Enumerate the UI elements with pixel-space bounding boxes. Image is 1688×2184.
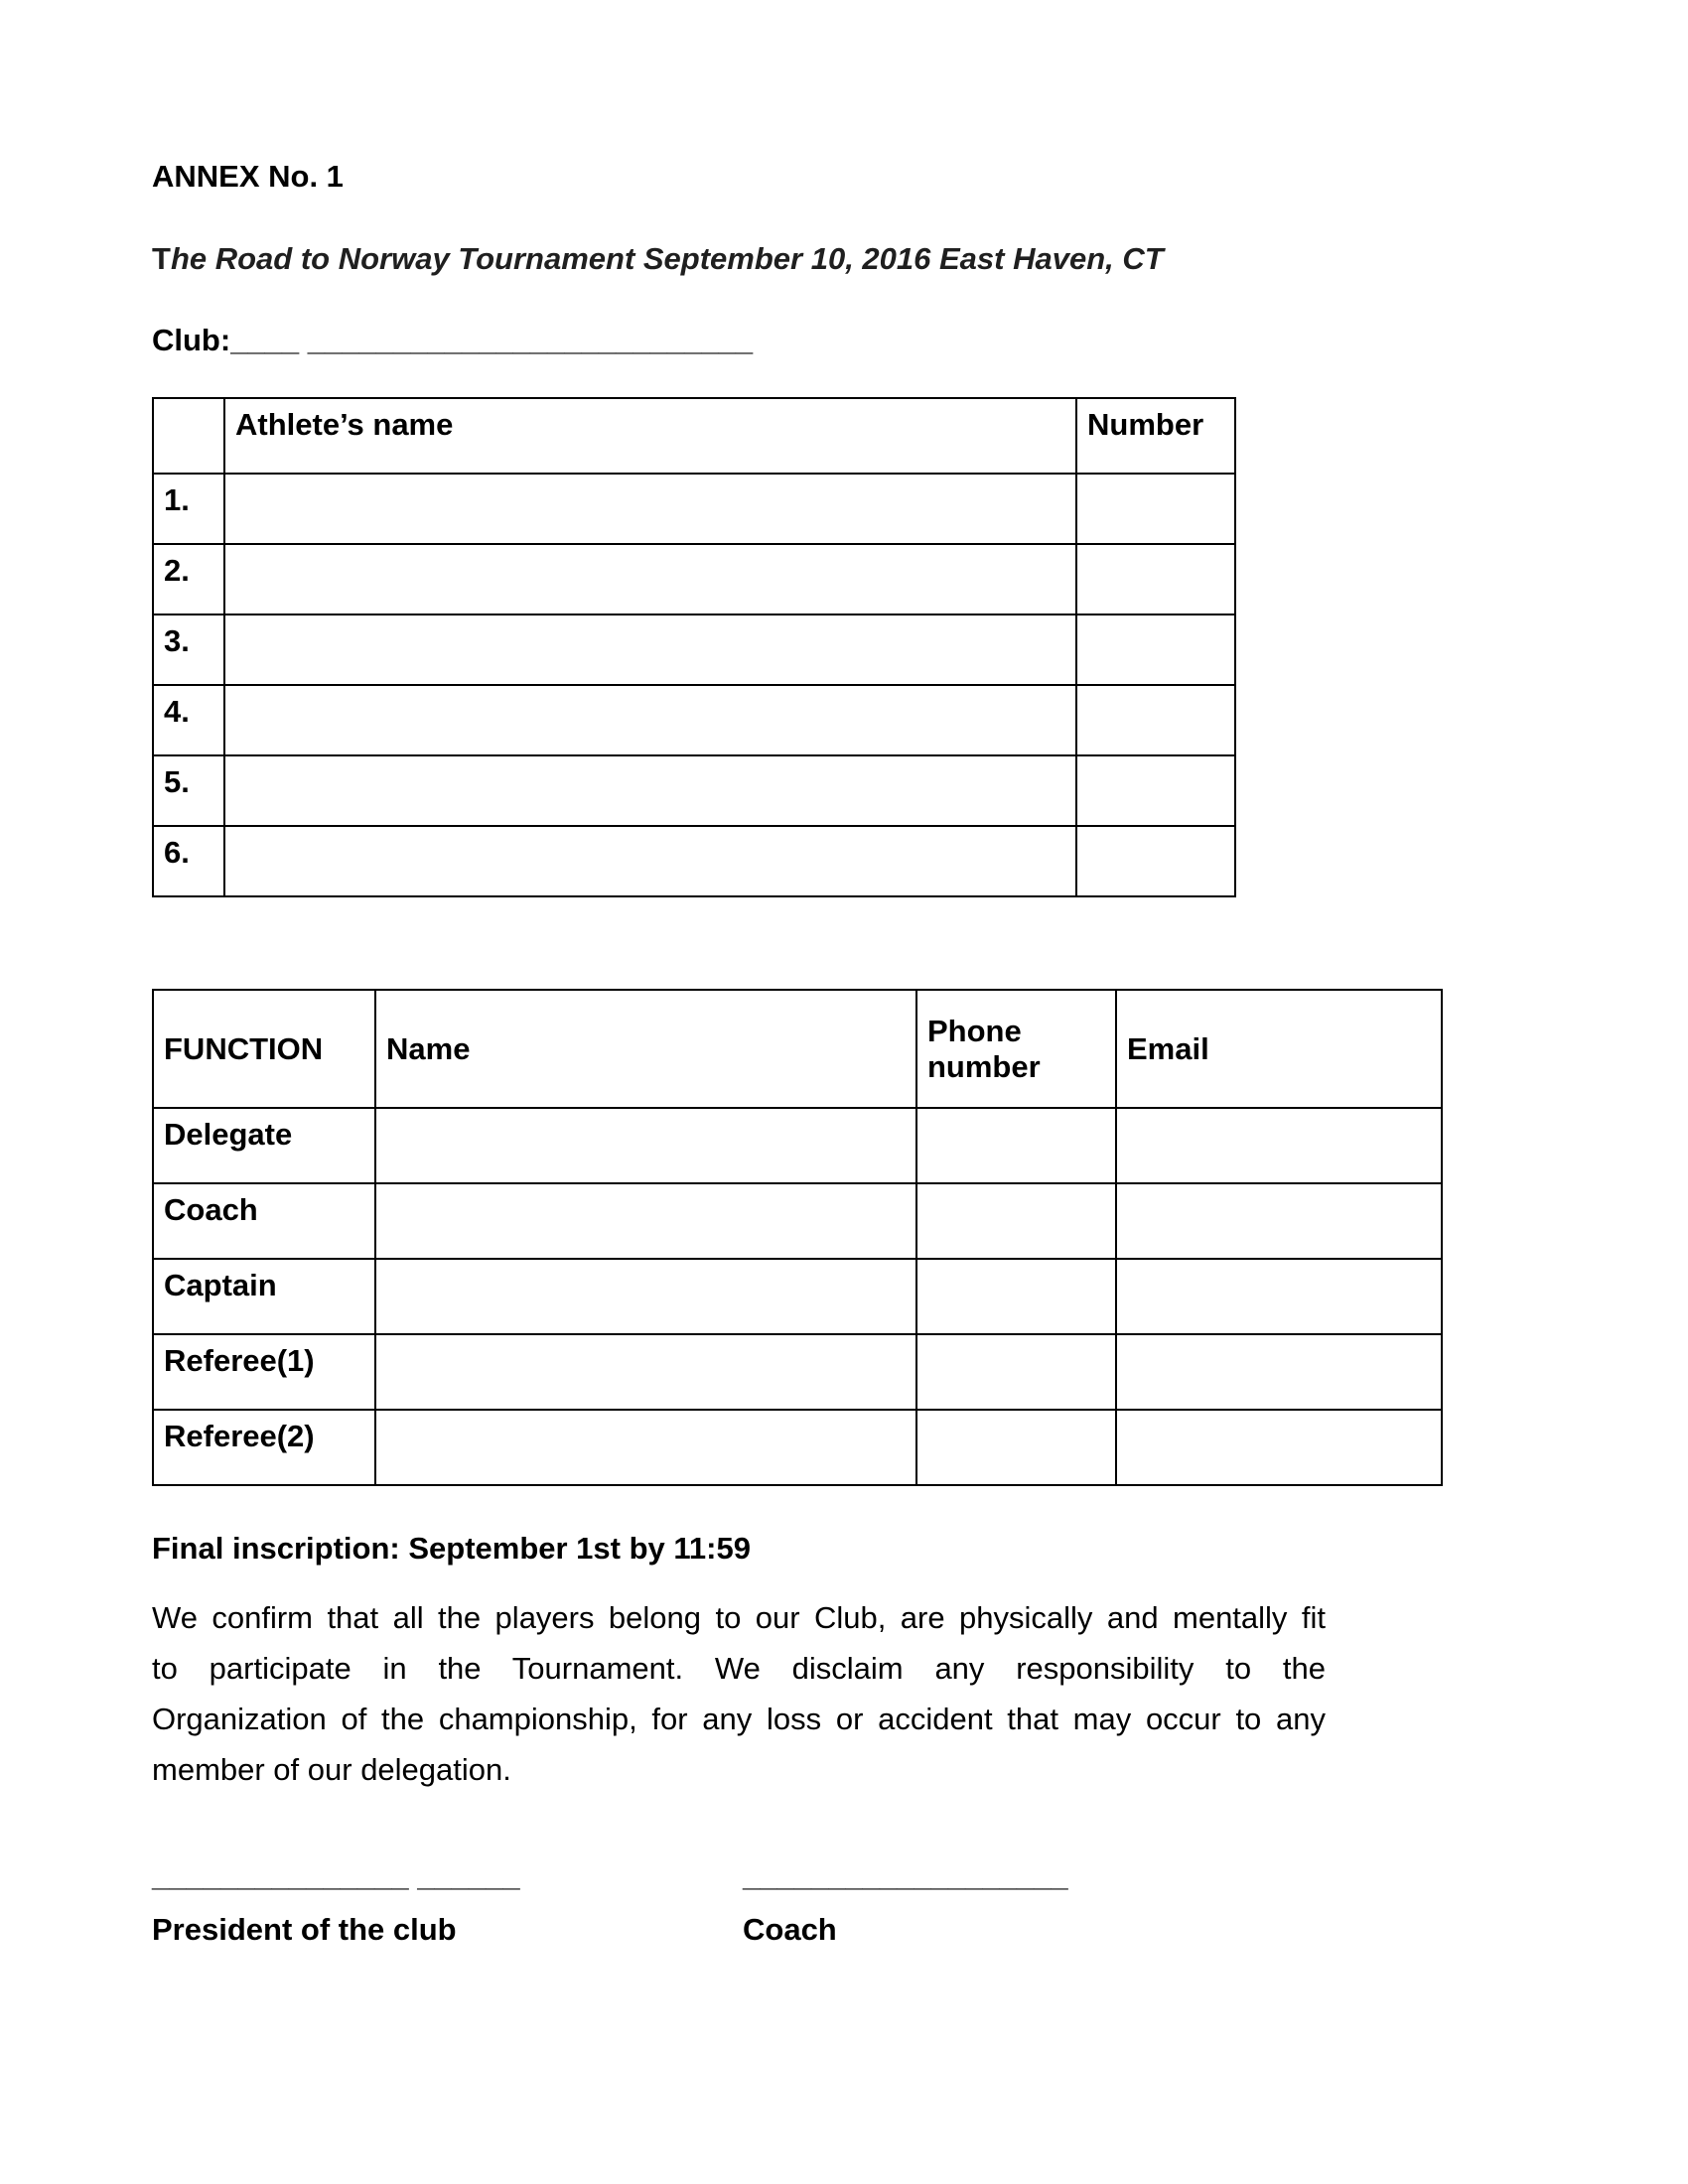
athlete-number-cell xyxy=(1076,826,1235,896)
function-cell: Captain xyxy=(153,1259,375,1334)
athlete-name-cell xyxy=(224,826,1076,896)
athlete-name-cell xyxy=(224,474,1076,544)
official-row-captain xyxy=(153,1259,1442,1334)
official-row-coach xyxy=(153,1183,1442,1259)
name-header: Name xyxy=(375,990,916,1108)
athlete-row-5 xyxy=(153,755,1235,826)
athlete-name-cell xyxy=(224,544,1076,614)
athlete-row-index: 3. xyxy=(153,614,224,685)
president-signature-block xyxy=(152,1856,743,1948)
page-title: ANNEX No. 1 xyxy=(152,159,344,194)
officials-table-header-row xyxy=(153,990,1442,1108)
function-cell: Coach xyxy=(153,1183,375,1259)
coach-signature-label: Coach xyxy=(743,1912,837,1947)
athlete-row-1 xyxy=(153,474,1235,544)
official-row-referee-1 xyxy=(153,1334,1442,1410)
athlete-number-cell xyxy=(1076,755,1235,826)
official-phone-cell xyxy=(916,1183,1116,1259)
official-email-cell xyxy=(1116,1108,1442,1183)
athlete-name-cell xyxy=(224,755,1076,826)
official-name-cell xyxy=(375,1410,916,1485)
phone-number-header: Phone number xyxy=(916,990,1116,1108)
athlete-table-header-row xyxy=(153,398,1235,474)
official-name-cell xyxy=(375,1259,916,1334)
athlete-row-6 xyxy=(153,826,1235,896)
official-row-delegate xyxy=(153,1108,1442,1183)
function-cell: Delegate xyxy=(153,1108,375,1183)
athlete-row-index: 4. xyxy=(153,685,224,755)
official-email-cell xyxy=(1116,1183,1442,1259)
paragraph-line: to participate in the Tournament. We disclaim any responsibility to the xyxy=(152,1651,1326,1686)
athlete-number-cell xyxy=(1076,544,1235,614)
email-header: Email xyxy=(1116,990,1442,1108)
official-name-cell xyxy=(375,1334,916,1410)
official-email-cell xyxy=(1116,1259,1442,1334)
official-phone-cell xyxy=(916,1259,1116,1334)
confirmation-paragraph xyxy=(152,1592,1326,1795)
athlete-number-cell xyxy=(1076,614,1235,685)
president-signature-label: President of the club xyxy=(152,1912,457,1947)
coach-signature-line: ___________________ xyxy=(743,1858,1068,1893)
official-row-referee-2 xyxy=(153,1410,1442,1485)
paragraph-line: We confirm that all the players belong to our Club, are physically and mentally fit xyxy=(152,1600,1326,1635)
athlete-index-header-cell xyxy=(153,398,224,474)
athlete-row-3 xyxy=(153,614,1235,685)
officials-table xyxy=(152,989,1443,1486)
official-phone-cell xyxy=(916,1410,1116,1485)
official-name-cell xyxy=(375,1183,916,1259)
official-phone-cell xyxy=(916,1334,1116,1410)
athlete-number-cell xyxy=(1076,474,1235,544)
athlete-row-index: 6. xyxy=(153,826,224,896)
coach-signature-block xyxy=(743,1856,1068,1948)
tournament-subtitle: The Road to Norway Tournament September 10, 2016 East Haven, CT xyxy=(152,241,1164,276)
club-line xyxy=(152,323,1534,358)
president-signature-line: _______________ ______ xyxy=(152,1858,520,1893)
official-name-cell xyxy=(375,1108,916,1183)
official-email-cell xyxy=(1116,1334,1442,1410)
athlete-row-index: 1. xyxy=(153,474,224,544)
paragraph-line: Organization of the championship, for any loss or accident that may occur to any xyxy=(152,1702,1326,1736)
paragraph-line: member of our delegation. xyxy=(152,1752,511,1787)
deadline-heading: Final inscription: September 1st by 11:59 xyxy=(152,1531,751,1566)
athlete-number-cell xyxy=(1076,685,1235,755)
official-phone-cell xyxy=(916,1108,1116,1183)
athlete-name-cell xyxy=(224,614,1076,685)
athlete-name-cell xyxy=(224,685,1076,755)
function-cell: Referee(2) xyxy=(153,1410,375,1485)
athlete-row-index: 5. xyxy=(153,755,224,826)
club-blank-short: ____ xyxy=(230,323,300,357)
club-blank-long: __________________________ xyxy=(307,323,754,357)
athlete-row-2 xyxy=(153,544,1235,614)
athlete-name-header: Athlete’s name xyxy=(224,398,1076,474)
signature-section xyxy=(152,1856,1534,1948)
club-label: Club: xyxy=(152,323,231,357)
athlete-row-4 xyxy=(153,685,1235,755)
athlete-number-header: Number xyxy=(1076,398,1235,474)
function-header: FUNCTION xyxy=(153,990,375,1108)
athlete-table xyxy=(152,397,1236,897)
official-email-cell xyxy=(1116,1410,1442,1485)
function-cell: Referee(1) xyxy=(153,1334,375,1410)
athlete-row-index: 2. xyxy=(153,544,224,614)
